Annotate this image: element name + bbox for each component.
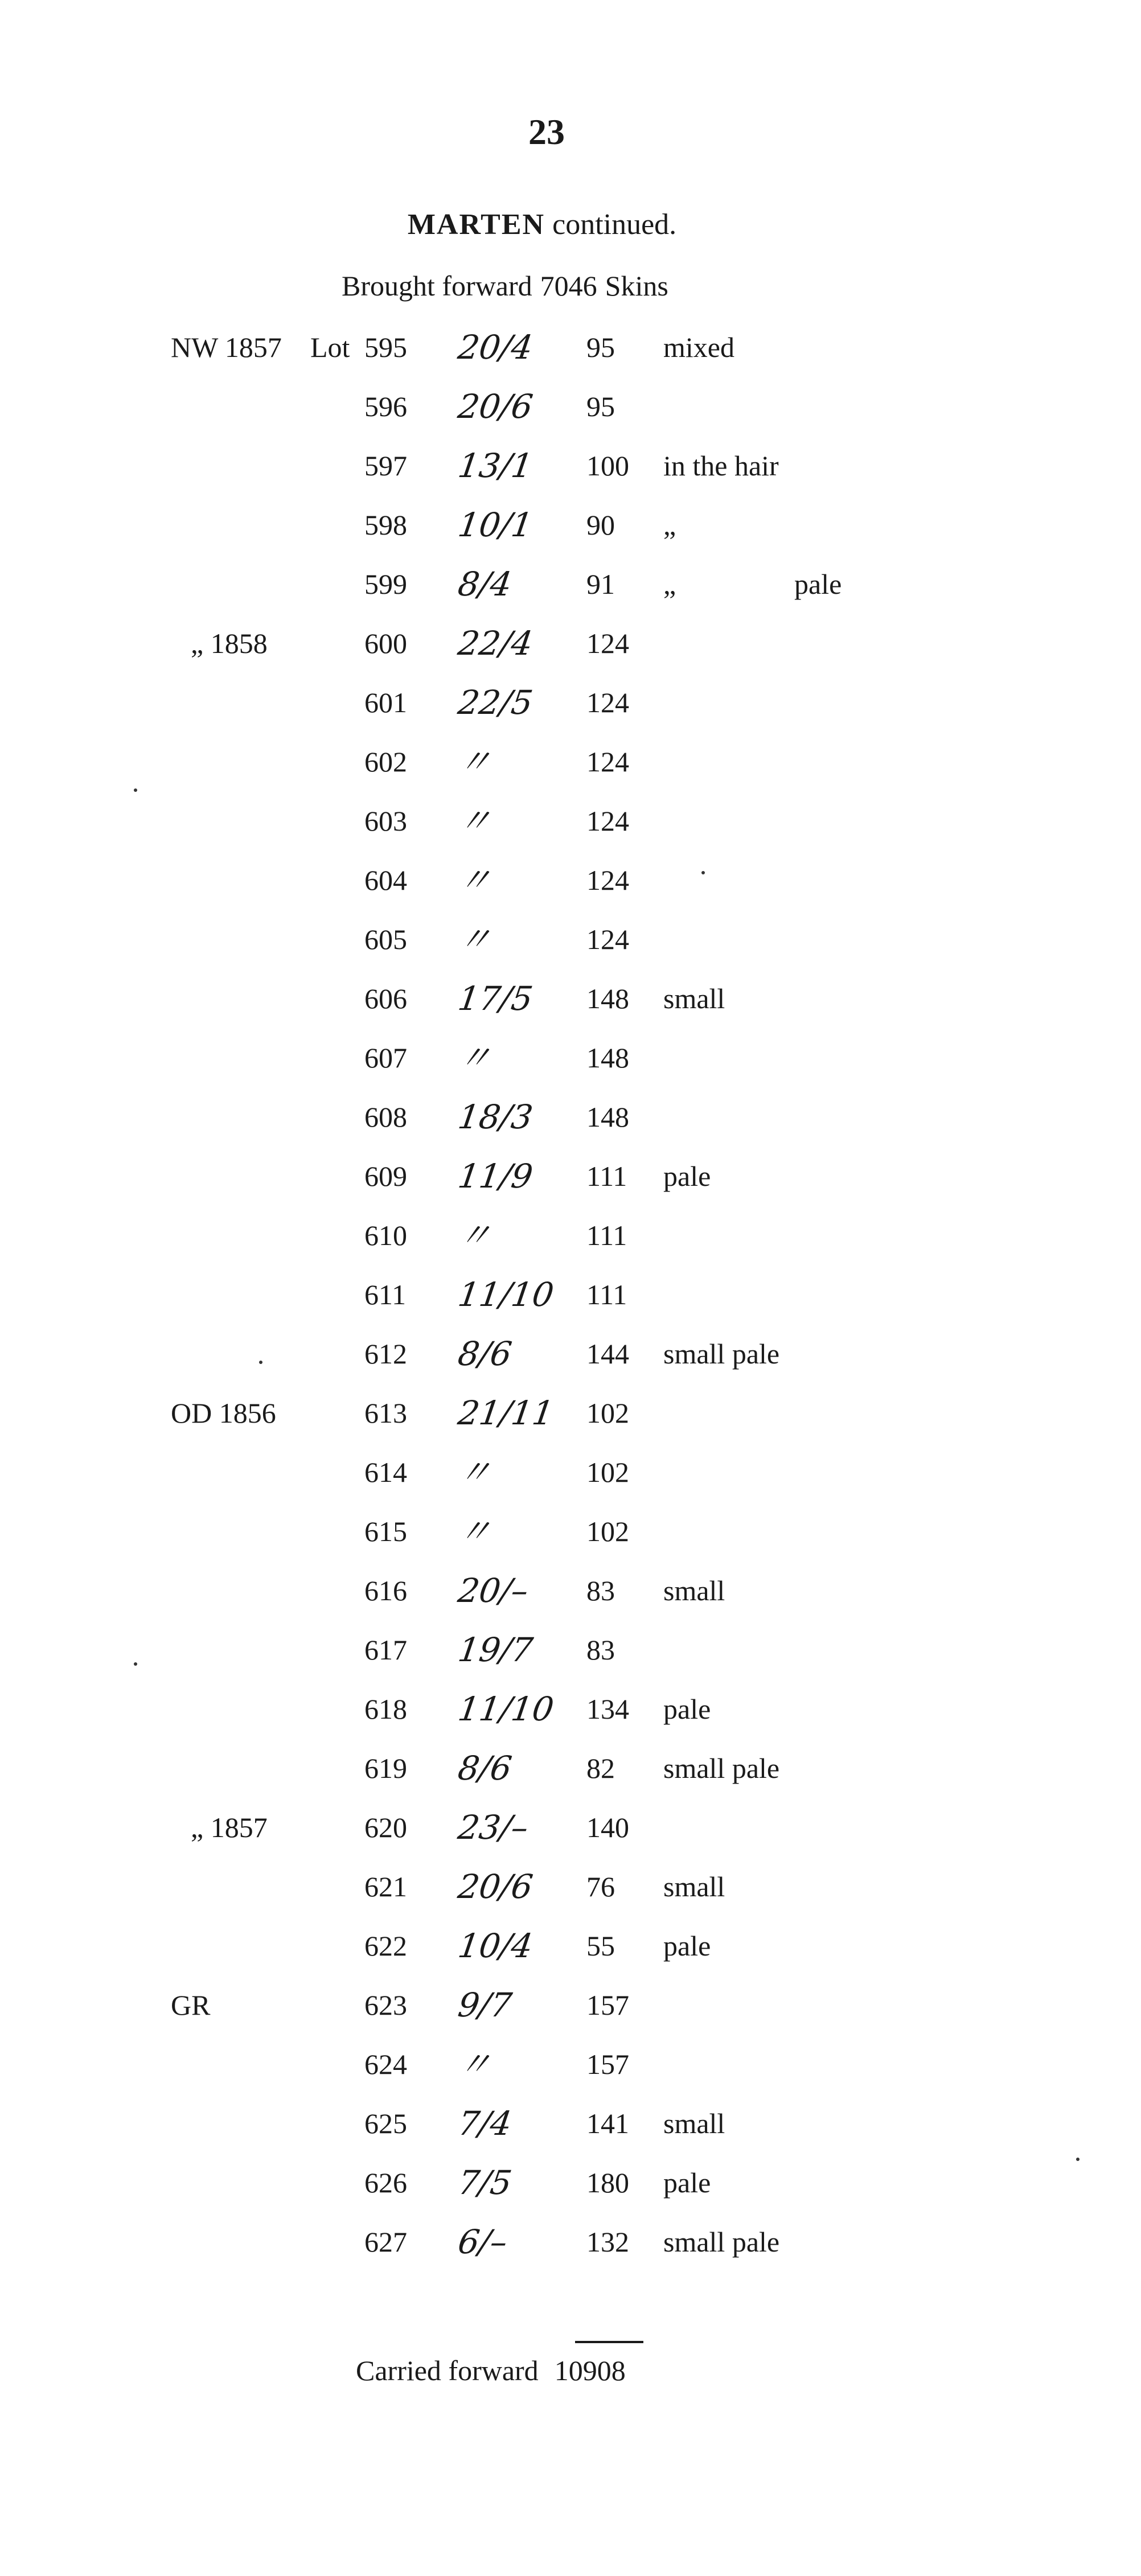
brought-forward-value: 7046 bbox=[540, 270, 597, 302]
row-note: „ bbox=[663, 509, 676, 541]
row-skins: 124 bbox=[586, 687, 629, 718]
ledger-row bbox=[0, 804, 1141, 863]
row-lot-number: 613 bbox=[364, 1397, 407, 1429]
carried-forward-label: Carried forward bbox=[356, 2355, 539, 2386]
row-lot-number: 627 bbox=[364, 2226, 407, 2258]
row-group: „ 1857 bbox=[191, 1811, 268, 1843]
ledger-row bbox=[0, 922, 1141, 981]
row-price: 13/1 bbox=[455, 446, 536, 485]
ledger-row bbox=[0, 2106, 1141, 2166]
row-skins: 144 bbox=[586, 1338, 629, 1370]
row-skins: 83 bbox=[586, 1634, 615, 1666]
row-group: NW 1857 bbox=[171, 331, 282, 363]
ledger-row bbox=[0, 1514, 1141, 1573]
ledger-row bbox=[0, 1867, 1141, 1929]
ledger-row bbox=[0, 2222, 1141, 2284]
row-lot-number: 619 bbox=[364, 1752, 407, 1784]
ledger-row bbox=[0, 685, 1141, 745]
row-lot-number: 608 bbox=[364, 1101, 407, 1133]
ledger-row bbox=[0, 1751, 1141, 1810]
ledger-row bbox=[0, 1988, 1141, 2047]
row-price: 22/5 bbox=[455, 683, 536, 722]
row-price: 22/4 bbox=[455, 624, 536, 663]
ledger-row bbox=[0, 1692, 1141, 1751]
ledger-row bbox=[0, 1334, 1141, 1396]
row-price: 8/6 bbox=[455, 1749, 515, 1788]
ledger-row bbox=[0, 508, 1141, 567]
row-note: small pale bbox=[663, 1338, 780, 1370]
ledger-row bbox=[0, 1396, 1141, 1455]
row-note: small bbox=[663, 1575, 725, 1607]
row-skins: 141 bbox=[586, 2107, 629, 2139]
row-lot-number: 615 bbox=[364, 1515, 407, 1547]
row-lot-number: 597 bbox=[364, 450, 407, 482]
row-skins: 111 bbox=[586, 1160, 627, 1192]
row-price: 〃 bbox=[455, 742, 494, 781]
row-lot-number: 624 bbox=[364, 2048, 407, 2080]
row-skins: 76 bbox=[586, 1871, 615, 1903]
row-price: 20/6 bbox=[455, 387, 536, 426]
row-price: 〃 bbox=[455, 920, 494, 959]
section-title bbox=[0, 208, 1084, 241]
row-note: small pale bbox=[663, 2226, 780, 2258]
row-skins: 82 bbox=[586, 1752, 615, 1784]
total-rule bbox=[575, 2341, 643, 2343]
row-note: in the hair bbox=[663, 450, 779, 482]
row-price: 11/10 bbox=[455, 1690, 556, 1728]
row-skins: 83 bbox=[586, 1575, 615, 1607]
row-price: 〃 bbox=[455, 861, 494, 899]
ledger-row bbox=[0, 863, 1141, 922]
row-skins: 90 bbox=[586, 509, 615, 541]
row-price: 23/– bbox=[455, 1808, 531, 1847]
ledger-row bbox=[0, 1573, 1141, 1633]
row-note: pale bbox=[663, 1693, 711, 1725]
row-price: 11/9 bbox=[455, 1157, 536, 1195]
paper-speck bbox=[134, 788, 137, 792]
row-lot-number: 600 bbox=[364, 627, 407, 659]
row-skins: 95 bbox=[586, 331, 615, 363]
row-skins: 148 bbox=[586, 1101, 629, 1133]
row-note: pale bbox=[663, 1160, 711, 1192]
row-price: 11/10 bbox=[455, 1275, 556, 1314]
row-note: small pale bbox=[663, 1752, 780, 1784]
row-note: small bbox=[663, 2107, 725, 2139]
row-skins: 95 bbox=[586, 391, 615, 422]
row-price: 8/6 bbox=[455, 1334, 515, 1373]
row-skins: 124 bbox=[586, 923, 629, 955]
carried-forward-value: 10908 bbox=[554, 2355, 626, 2386]
row-price: 20/4 bbox=[455, 328, 536, 367]
paper-speck bbox=[259, 1361, 262, 1364]
ledger-row bbox=[0, 1926, 1141, 1988]
row-lot-number: 612 bbox=[364, 1338, 407, 1370]
row-lot-number: 605 bbox=[364, 923, 407, 955]
row-skins: 111 bbox=[586, 1279, 627, 1310]
row-note: small bbox=[663, 1871, 725, 1903]
row-price: 10/1 bbox=[455, 506, 536, 544]
row-lot-number: 596 bbox=[364, 391, 407, 422]
row-skins: 148 bbox=[586, 983, 629, 1014]
row-price: 9/7 bbox=[455, 1986, 515, 2024]
section-title-name: MARTEN bbox=[407, 208, 545, 241]
row-skins: 180 bbox=[586, 2167, 629, 2199]
row-skins: 91 bbox=[586, 568, 615, 600]
paper-speck bbox=[701, 871, 705, 874]
row-price: 21/11 bbox=[455, 1394, 556, 1432]
row-lot-number: 606 bbox=[364, 983, 407, 1014]
row-price: 10/4 bbox=[455, 1926, 536, 1965]
row-lot-number: 618 bbox=[364, 1693, 407, 1725]
section-title-continued: continued. bbox=[552, 208, 677, 241]
row-lot-number: 599 bbox=[364, 568, 407, 600]
ledger-row bbox=[0, 2047, 1141, 2106]
row-skins: 111 bbox=[586, 1219, 627, 1251]
row-lot-number: 617 bbox=[364, 1634, 407, 1666]
paper-speck bbox=[1076, 2158, 1080, 2161]
row-skins: 124 bbox=[586, 627, 629, 659]
row-lot-number: 616 bbox=[364, 1575, 407, 1607]
row-note: „ bbox=[663, 568, 676, 600]
row-skins: 124 bbox=[586, 864, 629, 896]
ledger-row bbox=[0, 1810, 1141, 1870]
row-lot-number: 595 bbox=[364, 331, 407, 363]
ledger-row bbox=[0, 446, 1141, 508]
ledger-row bbox=[0, 567, 1141, 626]
row-skins: 102 bbox=[586, 1456, 629, 1488]
row-group: GR bbox=[171, 1989, 211, 2021]
page-number: 23 bbox=[528, 112, 565, 152]
row-lot-number: 603 bbox=[364, 805, 407, 837]
row-lot-number: 604 bbox=[364, 864, 407, 896]
row-lot-label: Lot bbox=[310, 331, 350, 363]
row-lot-number: 611 bbox=[364, 1279, 407, 1310]
ledger-row bbox=[0, 626, 1141, 685]
row-lot-number: 625 bbox=[364, 2107, 407, 2139]
row-lot-number: 614 bbox=[364, 1456, 407, 1488]
row-lot-number: 622 bbox=[364, 1930, 407, 1962]
row-price: 8/4 bbox=[455, 565, 515, 603]
ledger-row bbox=[0, 1277, 1141, 1337]
row-skins: 124 bbox=[586, 805, 629, 837]
lot-table bbox=[0, 330, 1141, 2284]
row-lot-number: 602 bbox=[364, 746, 407, 778]
row-skins: 140 bbox=[586, 1811, 629, 1843]
row-group: „ 1858 bbox=[191, 627, 268, 659]
row-skins: 102 bbox=[586, 1515, 629, 1547]
ledger-row bbox=[0, 742, 1141, 804]
row-lot-number: 621 bbox=[364, 1871, 407, 1903]
row-lot-number: 610 bbox=[364, 1219, 407, 1251]
row-price: 〃 bbox=[455, 802, 494, 840]
ledger-row bbox=[0, 1630, 1141, 1692]
row-group: OD 1856 bbox=[171, 1397, 276, 1429]
row-lot-number: 598 bbox=[364, 509, 407, 541]
row-lot-number: 601 bbox=[364, 687, 407, 718]
row-price: 〃 bbox=[455, 2045, 494, 2084]
ledger-row bbox=[0, 1159, 1141, 1218]
row-note-extra: pale bbox=[794, 568, 842, 600]
row-skins: 148 bbox=[586, 1042, 629, 1074]
row-skins: 124 bbox=[586, 746, 629, 778]
carried-forward-line bbox=[356, 2354, 626, 2387]
row-price: 〃 bbox=[455, 1216, 494, 1255]
ledger-row bbox=[0, 330, 1141, 389]
brought-forward-unit: Skins bbox=[605, 270, 668, 302]
row-note: pale bbox=[663, 2167, 711, 2199]
brought-forward-label: Brought forward bbox=[342, 270, 532, 302]
row-lot-number: 623 bbox=[364, 1989, 407, 2021]
row-price: 〃 bbox=[455, 1038, 494, 1077]
row-skins: 55 bbox=[586, 1930, 615, 1962]
row-skins: 134 bbox=[586, 1693, 629, 1725]
row-price: 18/3 bbox=[455, 1098, 536, 1136]
row-note: mixed bbox=[663, 331, 734, 363]
ledger-row bbox=[0, 1100, 1141, 1159]
row-price: 〃 bbox=[455, 1512, 494, 1551]
ledger-row bbox=[0, 2163, 1141, 2225]
row-price: 17/5 bbox=[455, 979, 536, 1018]
row-skins: 157 bbox=[586, 1989, 629, 2021]
paper-speck bbox=[134, 1662, 137, 1666]
ledger-row bbox=[0, 1038, 1141, 1100]
row-price: 〃 bbox=[455, 1453, 494, 1492]
row-skins: 132 bbox=[586, 2226, 629, 2258]
row-skins: 102 bbox=[586, 1397, 629, 1429]
row-note: pale bbox=[663, 1930, 711, 1962]
ledger-row bbox=[0, 1455, 1141, 1514]
row-price: 7/5 bbox=[455, 2163, 515, 2202]
row-skins: 100 bbox=[586, 450, 629, 482]
row-lot-number: 607 bbox=[364, 1042, 407, 1074]
row-lot-number: 626 bbox=[364, 2167, 407, 2199]
row-note: small bbox=[663, 983, 725, 1014]
row-skins: 157 bbox=[586, 2048, 629, 2080]
row-price: 20/6 bbox=[455, 1867, 536, 1906]
row-price: 20/– bbox=[455, 1571, 531, 1610]
row-lot-number: 609 bbox=[364, 1160, 407, 1192]
brought-forward-line bbox=[342, 269, 668, 302]
row-price: 19/7 bbox=[455, 1630, 536, 1669]
ledger-row bbox=[0, 1218, 1141, 1277]
ledger-row bbox=[0, 981, 1141, 1041]
row-lot-number: 620 bbox=[364, 1811, 407, 1843]
row-price: 6/– bbox=[455, 2222, 510, 2261]
row-price: 7/4 bbox=[455, 2104, 515, 2143]
ledger-row bbox=[0, 389, 1141, 449]
